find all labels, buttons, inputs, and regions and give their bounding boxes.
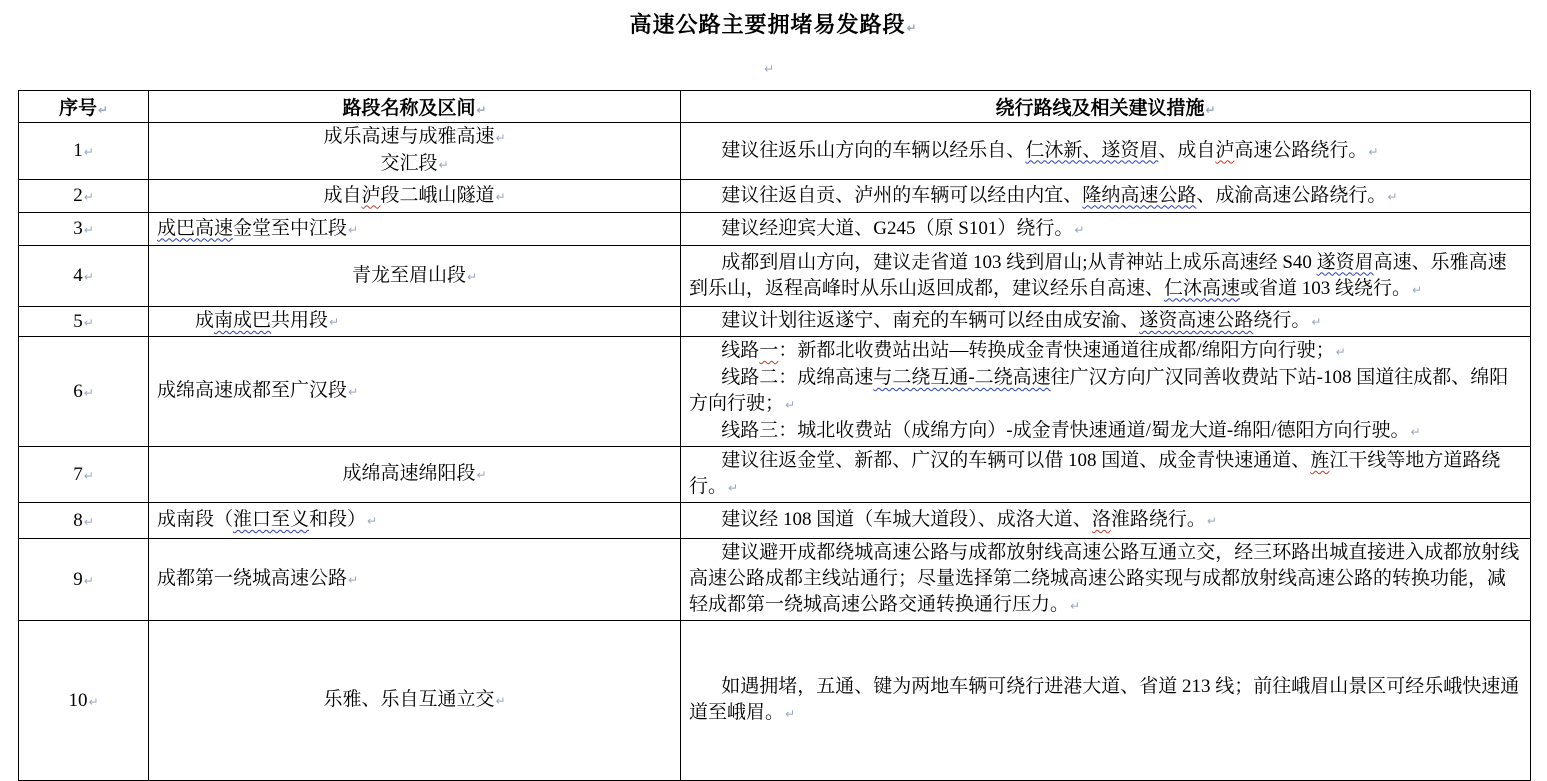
paragraph-mark: ↵ xyxy=(1206,514,1217,528)
section-name-cell xyxy=(149,246,681,307)
section-name-paragraph xyxy=(157,566,672,593)
text-run: 或省道 103 线绕行。 xyxy=(1240,277,1412,299)
table-row xyxy=(19,539,1531,621)
text-run: 建议往返自贡、泸州的车辆可以经由内宜、 xyxy=(721,184,1083,206)
text-run: 建议经迎宾大道、G245（原 S101）绕行。 xyxy=(721,217,1074,239)
text-run: 10 xyxy=(68,689,88,711)
paragraph-mark: ↵ xyxy=(348,385,359,399)
text-run: 成乐高速与成雅高速 xyxy=(323,126,495,147)
text-run: 遂资眉 xyxy=(1316,251,1374,273)
paragraph-mark: ↵ xyxy=(83,145,94,159)
paragraph-mark: ↵ xyxy=(83,270,94,284)
paragraph-mark: ↵ xyxy=(495,131,506,145)
detour-advice-paragraph xyxy=(689,540,1522,619)
detour-advice-cell xyxy=(681,337,1531,447)
section-name-paragraph xyxy=(157,378,672,405)
detour-advice-paragraph xyxy=(689,308,1522,335)
section-name-cell xyxy=(149,621,681,781)
text-run: 段二峨山隧道 xyxy=(380,184,495,206)
page-title xyxy=(0,8,1547,39)
text-run: 金堂至中江段 xyxy=(233,217,348,239)
text-run: 隆纳高速公路 xyxy=(1082,184,1197,206)
paragraph-mark: ↵ xyxy=(476,103,487,117)
paragraph-mark: ↵ xyxy=(83,190,94,204)
paragraph-mark: ↵ xyxy=(83,514,94,529)
detour-advice-paragraph xyxy=(689,418,1522,445)
text-run: 成南段（ xyxy=(157,509,234,530)
section-name-cell xyxy=(149,180,681,213)
paragraph-mark: ↵ xyxy=(495,694,506,708)
text-run: 南成巴 xyxy=(214,310,272,331)
row-number-cell xyxy=(19,213,149,246)
text-run: 高速公路绕行。 xyxy=(1234,139,1368,161)
table-row xyxy=(19,503,1531,539)
paragraph-mark: ↵ xyxy=(906,21,918,35)
section-name-paragraph xyxy=(157,151,672,178)
row-number-cell xyxy=(19,246,149,307)
detour-advice-cell xyxy=(681,213,1531,246)
header-label: 路段名称及区间 xyxy=(342,98,476,119)
table-row xyxy=(19,246,1531,307)
text-run: 7 xyxy=(73,463,83,485)
detour-advice-paragraph xyxy=(689,216,1522,243)
detour-advice-paragraph xyxy=(689,448,1522,501)
section-name-cell xyxy=(149,307,681,337)
section-name-paragraph xyxy=(157,687,672,714)
header-label: 绕行路线及相关建议措施 xyxy=(995,98,1205,119)
detour-advice-cell xyxy=(681,503,1531,539)
table-header-row xyxy=(19,91,1531,123)
section-name-paragraph xyxy=(157,308,672,335)
detour-advice-cell xyxy=(681,180,1531,213)
row-number-cell xyxy=(19,123,149,180)
text-run: 淮口至义 xyxy=(233,509,310,530)
paragraph-mark: ↵ xyxy=(1070,599,1081,613)
text-run: 高速、乐雅高速到乐山，返程高峰时从乐山返回成都，建议经乐自高速、 xyxy=(689,251,1507,299)
paragraph-mark: ↵ xyxy=(348,222,359,237)
row-number-cell xyxy=(19,503,149,539)
table-row xyxy=(19,447,1531,503)
row-number-cell xyxy=(19,307,149,337)
text-run: 旌 xyxy=(1310,450,1330,471)
text-run: 与二绕互通-二绕高速 xyxy=(873,367,1051,388)
detour-advice-cell xyxy=(681,539,1531,621)
text-run: ：新都北收费站出站—转换成金青快速通道往成都/绵阳方向行驶； xyxy=(778,340,1335,361)
header-col-number xyxy=(19,91,149,123)
section-name-paragraph xyxy=(157,263,672,290)
section-name-cell xyxy=(149,539,681,621)
text-run: 共用段 xyxy=(271,310,329,331)
table-row xyxy=(19,307,1531,337)
text-run: 仁沐高速 xyxy=(1164,277,1241,299)
paragraph-mark: ↵ xyxy=(83,385,94,400)
text-run: 乐雅、乐自互通立交 xyxy=(323,689,495,710)
text-run: 建议往返乐山方向的车辆以经乐自、 xyxy=(721,139,1026,161)
paragraph-mark: ↵ xyxy=(97,103,109,117)
text-run: 成都第一绕城高速公路 xyxy=(157,568,348,589)
text-run: 线路三：城北收费站（成绵方向）-成金青快速通道/蜀龙大道-绵阳/德阳方向行驶。 xyxy=(721,420,1410,441)
section-name-paragraph xyxy=(157,183,672,210)
row-number-cell xyxy=(19,621,149,781)
paragraph-mark: ↵ xyxy=(88,694,99,709)
table-row xyxy=(19,180,1531,213)
text-run: 3 xyxy=(73,218,83,239)
text-run: 、成渝高速公路绕行。 xyxy=(1196,184,1387,206)
text-run: 线路二：成绵高速 xyxy=(721,367,874,388)
section-name-paragraph xyxy=(157,124,672,151)
text-run: 1 xyxy=(73,140,83,161)
text-run: 建议经 108 国道（车城大道段）、成洛大道、 xyxy=(721,509,1092,530)
paragraph-mark: ↵ xyxy=(1311,315,1322,329)
text-run: 6 xyxy=(73,380,83,402)
detour-advice-cell xyxy=(681,621,1531,781)
text-run: 成都到眉山方向，建议走省道 103 线到眉山;从青神站上成乐高速经 S40 xyxy=(721,251,1317,273)
header-label: 序号 xyxy=(58,98,97,119)
section-name-cell xyxy=(149,123,681,180)
text-run: 洛 xyxy=(1091,509,1111,530)
section-name-paragraph xyxy=(157,507,672,534)
paragraph-mark: ↵ xyxy=(1368,144,1379,159)
text-run: 2 xyxy=(73,185,83,206)
section-name-cell xyxy=(149,337,681,447)
text-run: 线路 xyxy=(721,340,760,361)
text-run: 成自 xyxy=(323,184,362,206)
text-run: 如遇拥堵，五通、键为两地车辆可绕行进港大道、省道 213 线；前往峨眉山景区可经乐峨快速通道至峨眉。 xyxy=(689,676,1520,723)
text-run: 交汇段 xyxy=(380,153,438,174)
detour-advice-paragraph xyxy=(689,338,1522,365)
paragraph-mark: ↵ xyxy=(1412,282,1423,297)
text-run: 成 xyxy=(157,310,215,331)
paragraph-mark: ↵ xyxy=(495,189,506,204)
text-run: 往广汉方向广汉同善收费站下站-108 国道往成都、绵阳方向行驶； xyxy=(689,367,1509,414)
detour-advice-paragraph xyxy=(689,365,1522,418)
paragraph-mark: ↵ xyxy=(329,315,340,329)
detour-advice-paragraph xyxy=(689,507,1522,534)
paragraph-mark: ↵ xyxy=(785,707,796,721)
congestion-table xyxy=(18,90,1531,781)
text-run: 成巴高速 xyxy=(157,217,234,239)
text-run: 遂资高速公路 xyxy=(1139,310,1254,331)
paragraph-mark: ↵ xyxy=(83,573,94,588)
paragraph-mark: ↵ xyxy=(348,573,359,587)
row-number-cell xyxy=(19,180,149,213)
header-col-section xyxy=(149,91,681,123)
detour-advice-cell xyxy=(681,123,1531,180)
paragraph-mark: ↵ xyxy=(1074,222,1085,237)
paragraph-mark: ↵ xyxy=(83,223,94,237)
section-name-cell xyxy=(149,213,681,246)
page-title-text: 高速公路主要拥堵易发路段 xyxy=(629,12,906,37)
text-run: 建议计划往返遂宁、南充的车辆可以经由成安渝、 xyxy=(721,310,1140,331)
text-run: 4 xyxy=(73,265,83,286)
text-run: 青龙至眉山段 xyxy=(351,264,466,286)
text-run: 成绵高速绵阳段 xyxy=(342,463,476,484)
text-run: 和段） xyxy=(309,509,367,530)
paragraph-mark: ↵ xyxy=(1387,189,1398,204)
paragraph-mark: ↵ xyxy=(1205,103,1216,117)
paragraph-mark: ↵ xyxy=(476,468,487,482)
paragraph-mark: ↵ xyxy=(83,315,94,330)
paragraph-mark: ↵ xyxy=(367,514,378,528)
detour-advice-paragraph xyxy=(689,674,1522,727)
paragraph-mark: ↵ xyxy=(728,481,739,495)
text-run: 泸 xyxy=(1215,139,1235,161)
detour-advice-cell xyxy=(681,246,1531,307)
text-run: 泸 xyxy=(361,184,381,206)
paragraph-mark: ↵ xyxy=(466,269,478,284)
detour-advice-paragraph xyxy=(689,250,1522,303)
text-run: 淮路绕行。 xyxy=(1110,509,1206,530)
row-number-cell xyxy=(19,447,149,503)
text-run: 9 xyxy=(73,568,83,590)
section-name-paragraph xyxy=(157,461,672,488)
table-row xyxy=(19,337,1531,447)
paragraph-mark: ↵ xyxy=(764,62,775,76)
section-name-cell xyxy=(149,447,681,503)
table-body xyxy=(19,123,1531,781)
row-number-cell xyxy=(19,337,149,447)
text-run: 8 xyxy=(73,509,83,531)
paragraph-mark: ↵ xyxy=(438,158,449,172)
detour-advice-paragraph xyxy=(689,183,1522,210)
text-run: 成绵高速成都至广汉段 xyxy=(157,380,348,401)
table-row xyxy=(19,123,1531,180)
section-name-paragraph xyxy=(157,216,672,243)
row-number-cell xyxy=(19,539,149,621)
detour-advice-cell xyxy=(681,447,1531,503)
paragraph-mark: ↵ xyxy=(83,468,94,483)
paragraph-mark: ↵ xyxy=(785,398,796,412)
paragraph-mark: ↵ xyxy=(1410,425,1421,439)
section-name-cell xyxy=(149,503,681,539)
detour-advice-cell xyxy=(681,307,1531,337)
detour-advice-paragraph xyxy=(689,138,1522,165)
table-row xyxy=(19,621,1531,781)
text-run: 江干线等地方道路绕行。 xyxy=(689,450,1501,497)
text-run: 5 xyxy=(73,310,83,332)
header-col-detour xyxy=(681,91,1531,123)
text-run: 一 xyxy=(759,340,779,361)
text-run: 建议避开成都绕城高速公路与成都放射线高速公路互通立交，经三环路出城直接进入成都放射线高速公路成都主线站通行；尽量选择第二绕城高速公路实现与成都放射线高速公路的转换功能，减轻成都第一绕城高速公路交通转换通行压力。 xyxy=(689,542,1520,615)
text-run: 建议往返金堂、新都、广汉的车辆可以借 108 国道、成金青快速通道、 xyxy=(721,450,1311,471)
text-run: 、成自 xyxy=(1158,139,1216,161)
paragraph-mark: ↵ xyxy=(1335,345,1346,359)
text-run: 绕行。 xyxy=(1253,310,1311,331)
text-run: 仁沐新、遂资眉 xyxy=(1025,139,1159,161)
table-row xyxy=(19,213,1531,246)
